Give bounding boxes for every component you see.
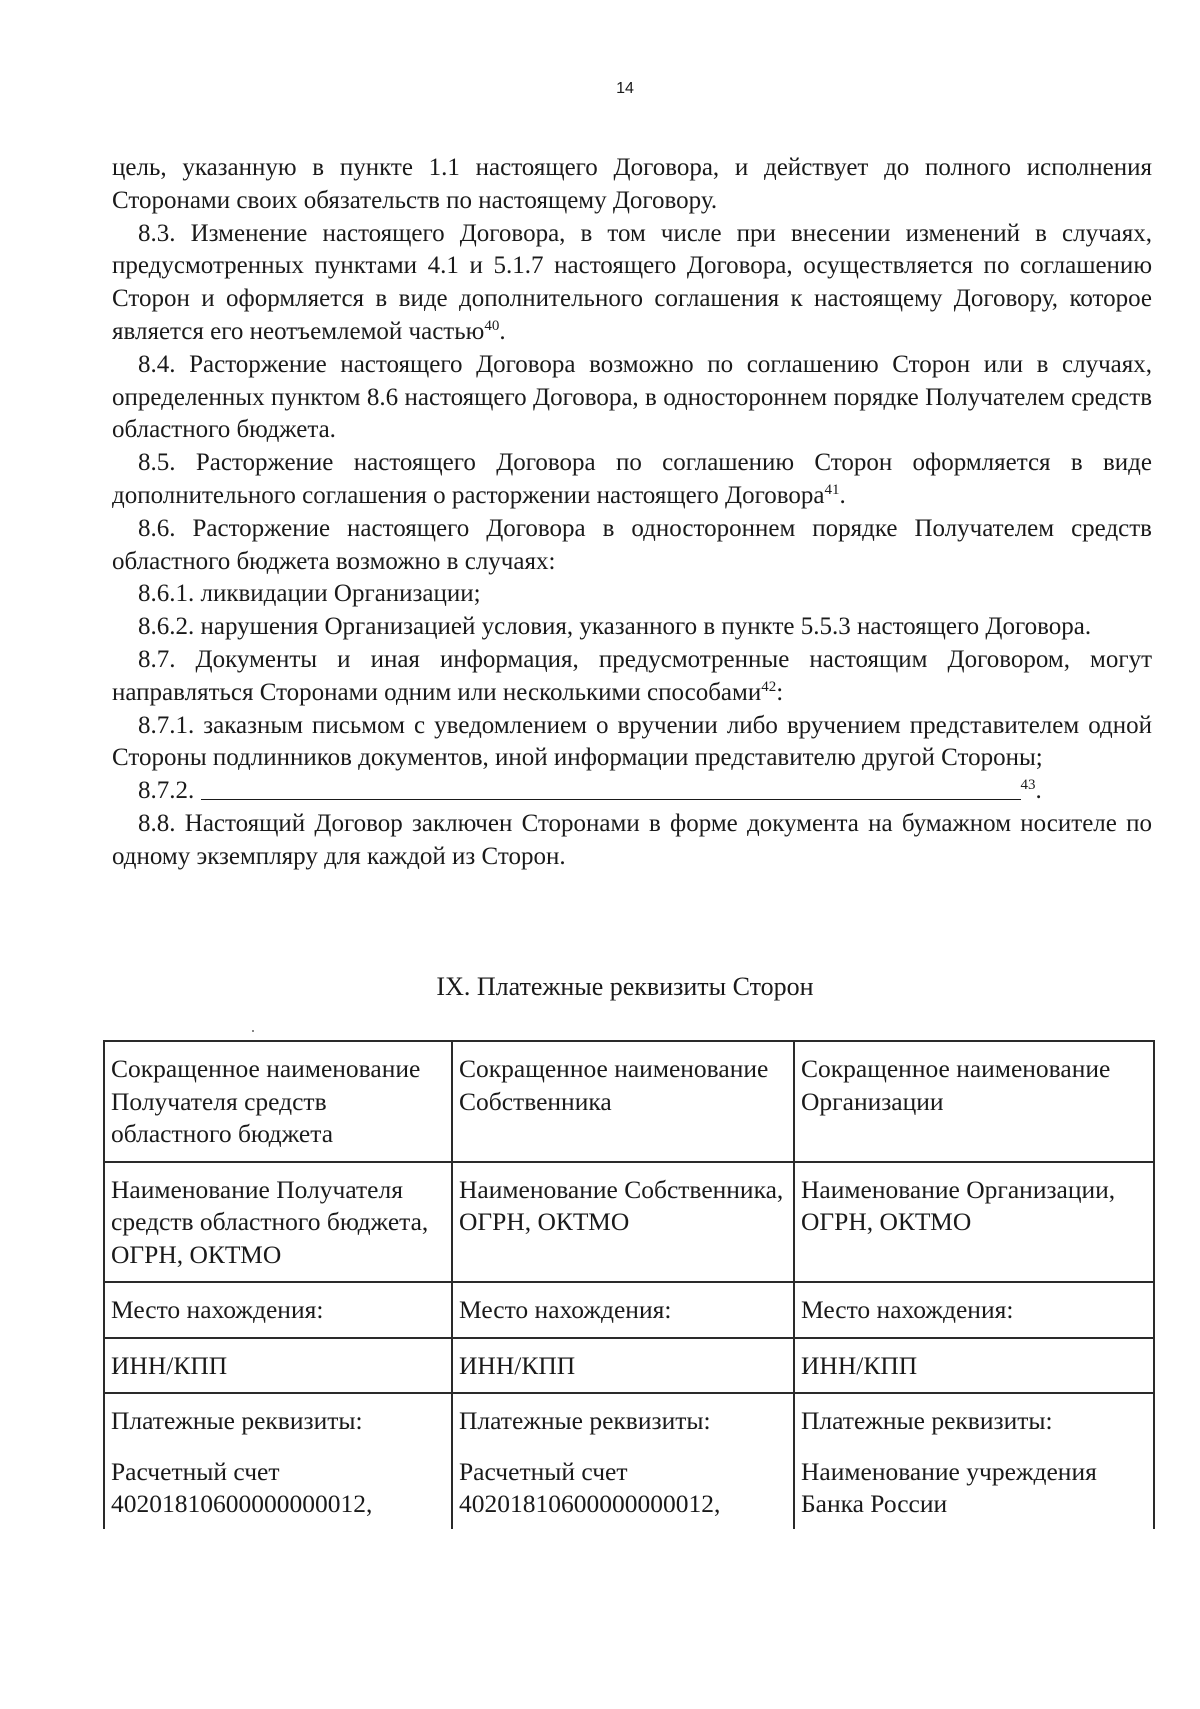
table-cell: [104, 1393, 452, 1529]
paragraph-8-3: 8.3. Изменение настоящего Договора, в том числе при внесении изменений в случаях, предусмотренных пунктами 4.1 и 5.1.7 настоящего Договора, осуществляется по соглашению Сторон и оформляется в виде дополнительного соглашения к настоящему Договору, которое является его неотъемлемой частью$^{40}$.: [112, 219, 1152, 345]
table-cell: Наименование Собственника, ОГРН, ОКТМО: [452, 1162, 794, 1283]
cell-heading: Платежные реквизиты:: [801, 1406, 1053, 1435]
paragraph-8-5: 8.5. Расторжение настоящего Договора по соглашению Сторон оформляется в виде дополнительного соглашения о расторжении настоящего Договора$^{41}$.: [112, 449, 1152, 509]
paragraph-8-6: 8.6. Расторжение настоящего Договора в одностороннем порядке Получателем средств областного бюджета возможно в случаях:: [112, 514, 1152, 575]
table-cell: ИНН/КПП: [104, 1338, 452, 1394]
cell-detail: Наименование учреждения Банка России: [801, 1456, 1097, 1518]
cell-heading: Платежные реквизиты:: [111, 1406, 363, 1435]
table-cell: ИНН/КПП: [452, 1338, 794, 1394]
table-row: [104, 1282, 1154, 1338]
table-row: [104, 1393, 1154, 1529]
table-cell: Место нахождения:: [452, 1282, 794, 1338]
footnote-ref-43: 43: [1020, 777, 1036, 794]
cell-detail: Расчетный счет 40201810600000000012,: [111, 1456, 373, 1518]
table-cell: [452, 1393, 794, 1529]
table-cell: Сокращенное наименование Собственника: [452, 1041, 794, 1162]
table-cell: Сокращенное наименование Организации: [794, 1041, 1154, 1162]
footnote-ref-41: 41: [824, 481, 840, 498]
paragraph-8-7: 8.7. Документы и иная информация, предусмотренные настоящим Договором, могут направляться Сторонами одним или несколькими способами$^{42}$:: [112, 645, 1152, 706]
paragraph-8-4: 8.4. Расторжение настоящего Договора возможно по соглашению Сторон или в случаях, определенных пунктом 8.6 настоящего Договора, в одностороннем порядке Получателем средств областного бюджета.: [112, 350, 1152, 444]
contract-body: [112, 152, 1152, 874]
fill-in-blank-line: [201, 775, 1021, 800]
table-cell: Сокращенное наименование Получателя средств областного бюджета: [104, 1041, 452, 1162]
table-cell: ИНН/КПП: [794, 1338, 1154, 1394]
section-title: IX. Платежные реквизиты Сторон: [436, 972, 814, 1001]
table-row: [104, 1041, 1154, 1162]
paragraph-8-7-1: 8.7.1. заказным письмом с уведомлением о вручении либо вручением представителем одной Стороны подлинников документов, иной информации представителю другой Стороны;: [112, 711, 1152, 772]
paragraph-8-6-1: 8.6.1. ликвидации Организации;: [138, 580, 481, 608]
paragraph-8-7-2: 8.7.2. $^{43}$.: [138, 777, 1042, 805]
table-cell: Наименование Организации, ОГРН, ОКТМО: [794, 1162, 1154, 1283]
footnote-ref-42: 42: [761, 678, 777, 695]
payment-details-table: [103, 1040, 1155, 1529]
table-cell: [794, 1393, 1154, 1529]
paragraph-8-8: 8.8. Настоящий Договор заключен Сторонами в форме документа на бумажном носителе по одному экземпляру для каждой из Сторон.: [112, 809, 1152, 870]
scan-speck: [252, 1030, 254, 1032]
table-row: [104, 1162, 1154, 1283]
paragraph-8-6-2: 8.6.2. нарушения Организацией условия, указанного в пункте 5.5.3 настоящего Договора.: [138, 613, 1092, 641]
cell-detail: Расчетный счет 40201810600000000012,: [459, 1456, 721, 1518]
paragraph-8-2-continuation: цель, указанную в пункте 1.1 настоящего Договора, и действует до полного исполнения Сторонами своих обязательств по настоящему Договору.: [112, 154, 1152, 214]
table-cell: Наименование Получателя средств областного бюджета, ОГРН, ОКТМО: [104, 1162, 452, 1283]
table-row: [104, 1338, 1154, 1394]
footnote-ref-40: 40: [484, 317, 500, 334]
table-cell: Место нахождения:: [104, 1282, 452, 1338]
table-cell: Место нахождения:: [794, 1282, 1154, 1338]
cell-heading: Платежные реквизиты:: [459, 1406, 711, 1435]
page-number: 14: [616, 80, 634, 97]
